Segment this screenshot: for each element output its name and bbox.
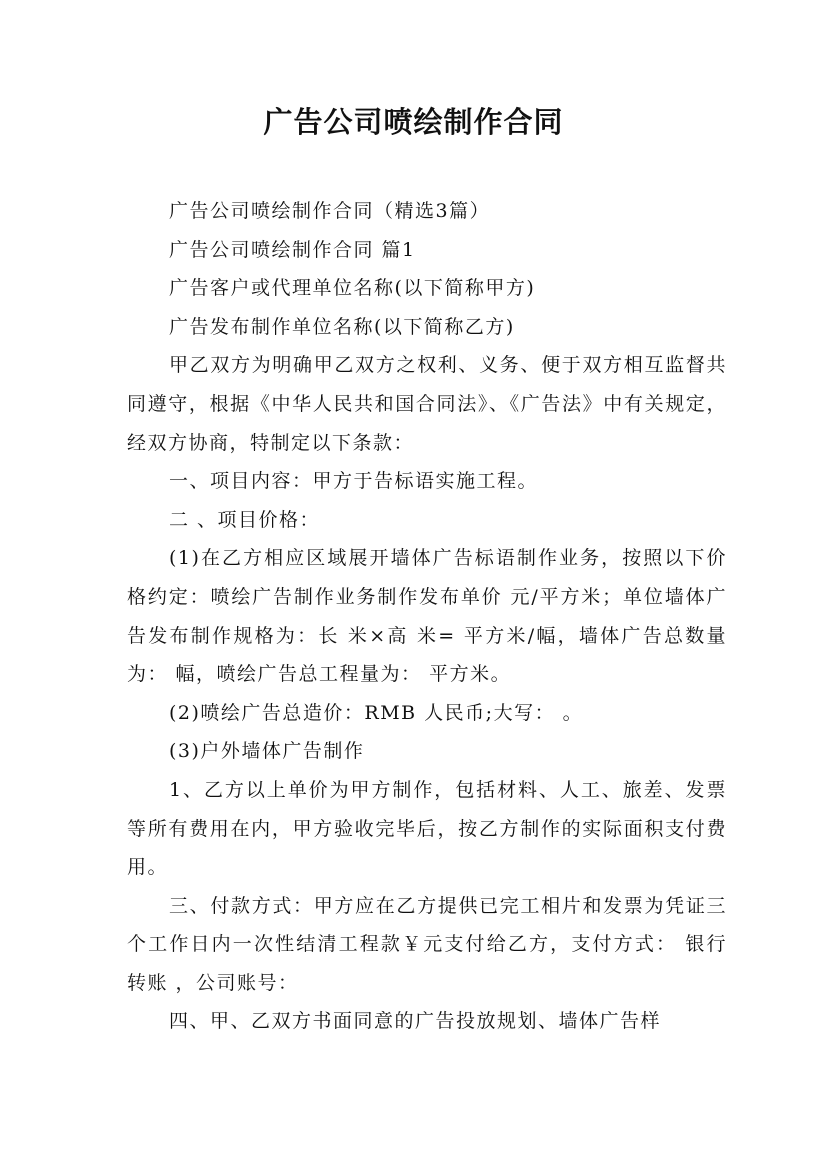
paragraph-clause-1: 一、项目内容：甲方于告标语实施工程。	[169, 470, 539, 493]
paragraph-clause-2: 二 、项目价格：	[169, 508, 321, 531]
paragraph-party-b: 广告发布制作单位名称(以下简称乙方)	[169, 315, 515, 338]
paragraph-clause-2-item-3: (3)户外墙体广告制作	[169, 740, 365, 763]
paragraph-clause-4: 四、甲、乙双方书面同意的广告投放规划、墙体广告样	[169, 1010, 662, 1033]
paragraph-clause-2-sub-1: 1、乙方以上单价为甲方制作，包括材料、人工、旅差、发票等所有费用在内，甲方验收完毕后，按乙方制作的实际面积支付费用。	[127, 778, 727, 879]
paragraph-subtitle: 广告公司喷绘制作合同（精选3篇）	[169, 200, 491, 222]
paragraph-clause-3: 三、付款方式：甲方应在乙方提供已完工相片和发票为凭证三个工作日内一次性结清工程款￥元支付给乙方，支付方式： 银行转账 ，公司账号：	[127, 894, 727, 994]
document-title: 广告公司喷绘制作合同	[263, 105, 564, 139]
paragraph-party-a: 广告客户或代理单位名称(以下简称甲方)	[169, 277, 536, 300]
paragraph-clause-2-item-1: (1)在乙方相应区域展开墙体广告标语制作业务，按照以下价格约定：喷绘广告制作业务制作发布单价 元/平方米；单位墙体广告发布制作规格为：长 米×高 米= 平方米/幅，墙体广告总数量为： 幅，喷绘广告总工程量为： 平方米。	[127, 547, 727, 686]
paragraph-preamble: 甲乙双方为明确甲乙双方之权利、义务、便于双方相互监督共同遵守，根据《中华人民共和国合同法》、《广告法》中有关规定，经双方协商，特制定以下条款：	[127, 354, 727, 454]
document-body	[127, 192, 727, 1041]
paragraph-part-heading: 广告公司喷绘制作合同 篇1	[169, 238, 416, 261]
paragraph-clause-2-item-2: (2)喷绘广告总造价：RMB 人民币;大写： 。	[169, 701, 584, 724]
